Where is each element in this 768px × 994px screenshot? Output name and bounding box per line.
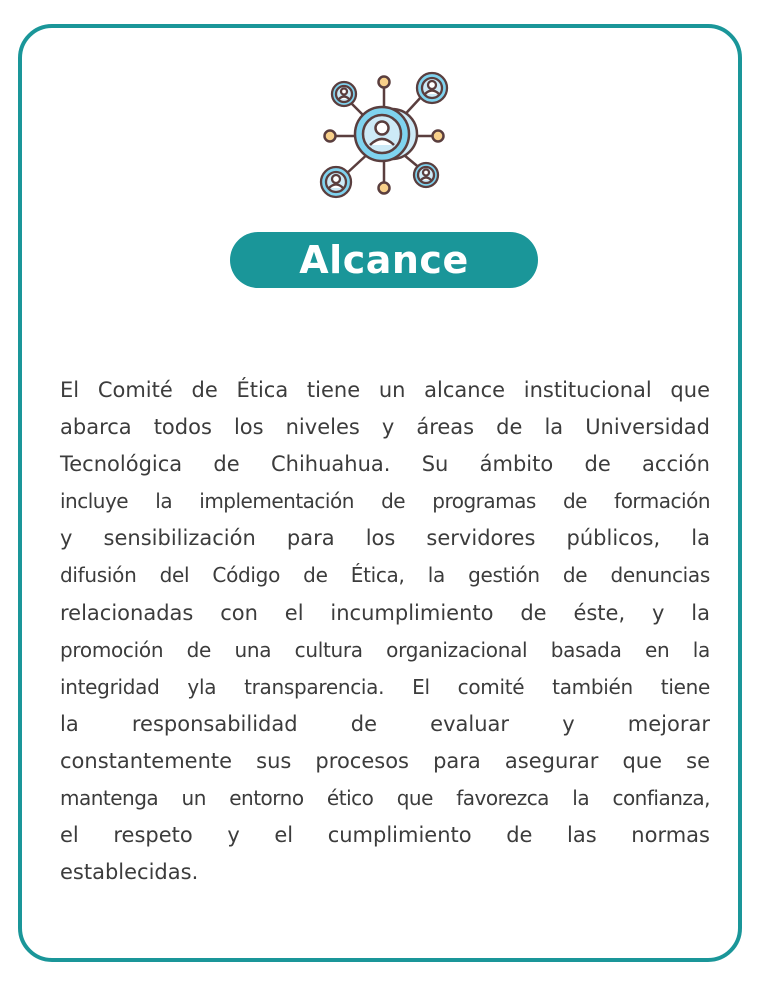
section-title-badge (230, 232, 538, 288)
body-line: difusión del Código de Ética, la gestión de denuncias (60, 563, 710, 588)
body-line: mantenga un entorno ético que favorezca la confianza, (60, 786, 710, 811)
body-line: constantemente sus procesos para asegurar que se (60, 748, 710, 773)
body-line: abarca todos los niveles y áreas de la Universidad (60, 415, 710, 440)
body-line: integridad yla transparencia. El comité también tiene (60, 674, 710, 699)
body-line: incluye la implementación de programas de formación (60, 489, 710, 514)
body-line: Tecnológica de Chihuahua. Su ámbito de acción (60, 452, 710, 477)
body-line: y sensibilización para los servidores públicos, la (60, 526, 710, 551)
body-line: el respeto y el cumplimiento de las normas (60, 823, 710, 848)
people-network-icon (316, 70, 452, 204)
body-line: establecidas. (60, 860, 199, 885)
body-paragraph (60, 372, 710, 891)
body-line: promoción de una cultura organizacional basada en la (60, 637, 710, 662)
body-line: la responsabilidad de evaluar y mejorar (60, 711, 710, 736)
body-line: El Comité de Ética tiene un alcance institucional que (60, 378, 710, 402)
section-title: Alcance (299, 238, 469, 282)
body-line: relacionadas con el incumplimiento de éste, y la (60, 600, 710, 625)
